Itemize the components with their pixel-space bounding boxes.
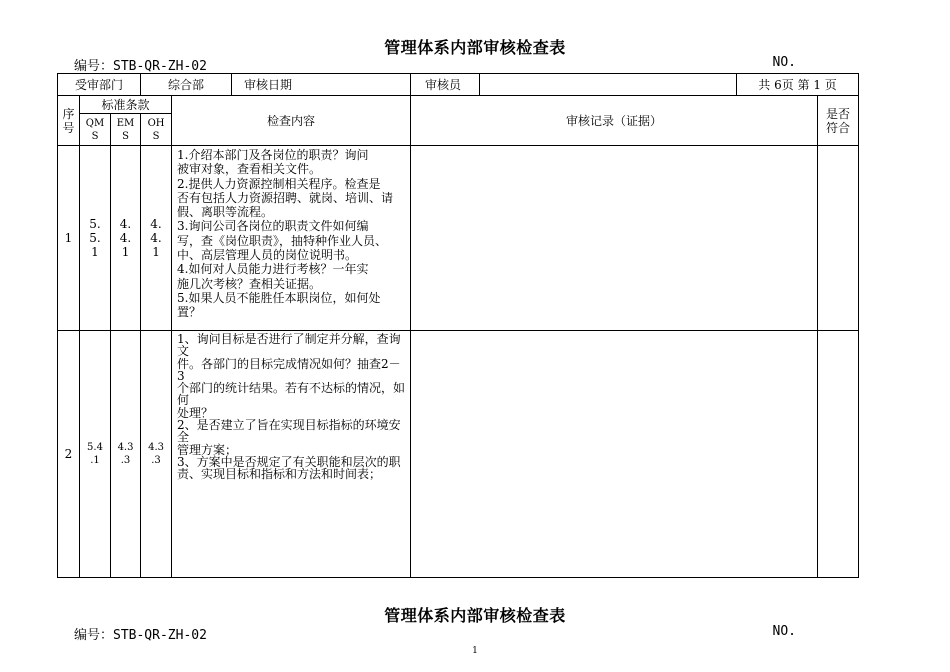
- row-qms-clause: 5. 5. 1: [80, 146, 111, 331]
- document-number-label: NO.: [772, 55, 796, 70]
- page-number: 1: [472, 646, 478, 656]
- page-count: 共 6页 第 1 页: [737, 74, 859, 96]
- row-qms-clause: 5.4 .1: [80, 331, 111, 578]
- row-ems-clause: 4.3 .3: [111, 331, 141, 578]
- row-audit-record: [411, 331, 818, 578]
- row-ems-clause: 4. 4. 1: [111, 146, 141, 331]
- page-title: 管理体系内部审核检查表: [384, 38, 566, 57]
- audit-checklist-table: [57, 73, 859, 578]
- table-row: [58, 146, 859, 331]
- seq-header: 序 号: [58, 96, 80, 146]
- table-row: [58, 331, 859, 578]
- row-check-content: 1.介绍本部门及各岗位的职责？询问 被审对象，查看相关文件。 2.提供人力资源控制相关程序。检查是 否有包括人力资源招聘、就岗、培训、请 假、离职等流程。 3.询问公司各岗位的职责文件如何编 写，查《岗位职责》，抽特种作业人员、 中、高层管理人员的岗位说明书。 4.如何对人员能力进行考核？一年实 施几次考核？查相关证据。 5.如果人员不能胜任本职岗位，如何处 置？: [172, 146, 411, 331]
- row-check-content: 1、询问目标是否进行了制定并分解，查询文 件。各部门的目标完成情况如何？抽查2－3 个部门的统计结果。若有不达标的情况，如何 处理？ 2、是否建立了旨在实现目标指标的环境安全 管理方案； 3、方案中是否规定了有关职能和层次的职 责、实现目标和指标和方法和时间表；: [172, 331, 411, 578]
- row-ohs-clause: 4.3 .3: [141, 331, 172, 578]
- qms-header: QM S: [80, 114, 111, 146]
- row-audit-record: [411, 146, 818, 331]
- ohs-header: OH S: [141, 114, 172, 146]
- page-2-title: 管理体系内部审核检查表: [384, 606, 566, 625]
- dept-label: 受审部门: [58, 74, 141, 96]
- row-seq: 1: [58, 146, 80, 331]
- content-header: 检查内容: [172, 96, 411, 146]
- standards-header: 标准条款: [80, 96, 172, 114]
- page-2-number-label: NO.: [772, 624, 796, 639]
- date-label-cell: [232, 74, 411, 96]
- document-code: 编号：STB-QR-ZH-02: [74, 59, 207, 74]
- conform-header: 是否 符合: [818, 96, 859, 146]
- record-header: 审核记录（证据）: [411, 96, 818, 146]
- date-label: 审核日期: [244, 78, 293, 92]
- row-conform: [818, 146, 859, 331]
- document-code-line: [74, 55, 796, 74]
- row-ohs-clause: 4. 4. 1: [141, 146, 172, 331]
- info-row: [58, 74, 859, 96]
- auditor-label: 审核员: [425, 78, 462, 92]
- page-2-document-code: 编号：STB-QR-ZH-02: [74, 628, 207, 643]
- row-conform: [818, 331, 859, 578]
- header-row-1: [58, 96, 859, 114]
- auditor-value: [480, 74, 737, 96]
- page-2-code-line: [74, 624, 796, 643]
- dept-value: 综合部: [141, 74, 232, 96]
- auditor-label-cell: [411, 74, 480, 96]
- ems-header: EM S: [111, 114, 141, 146]
- row-seq: 2: [58, 331, 80, 578]
